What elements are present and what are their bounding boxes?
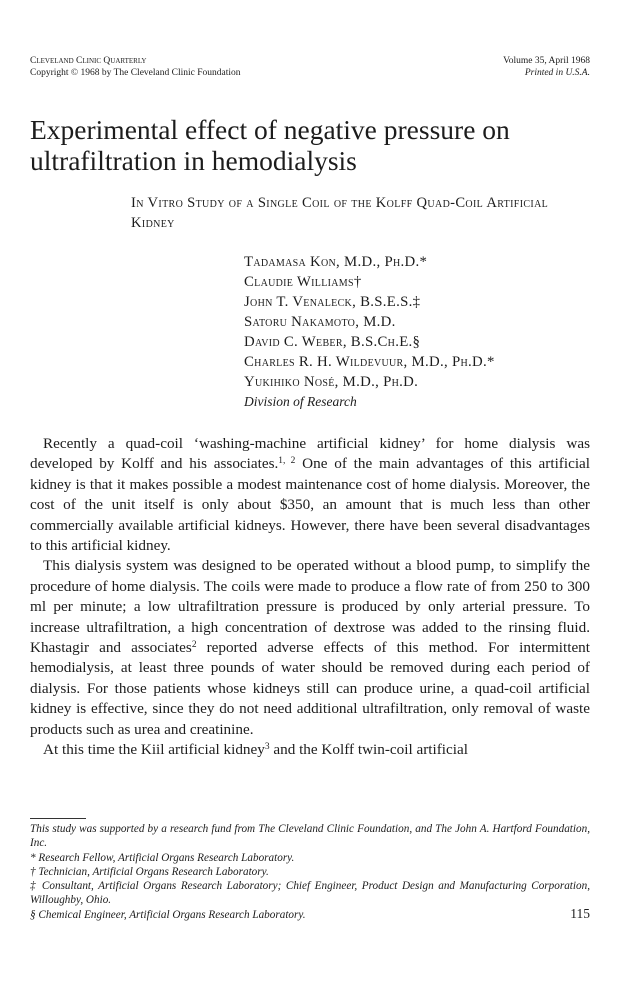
footnote: This study was supported by a research fund from The Cleveland Clinic Foundation, and The John A. Hartford Foundation, Inc. bbox=[30, 823, 590, 850]
author-line bbox=[244, 312, 594, 332]
author-line bbox=[244, 252, 594, 272]
paragraph-text: reported adverse effects of this method. For intermittent hemodialysis, at least three pounds of water should be removed during each period of dialysis. For those patients whose kidneys still can produce urine, a quad-coil artificial kidney is effective, since they do not need additional ultrafiltration, only removal of waste products such as urea and creatinine. bbox=[30, 639, 590, 738]
volume-line: Volume 35, April 1968 bbox=[503, 56, 590, 66]
author-footnote-mark: † bbox=[353, 274, 362, 290]
citation-ref: 2 bbox=[191, 639, 197, 650]
paragraph-text: Recently a quad-coil ‘washing-machine artificial kidney’ for home dialysis was developed by Kolff and his associates. bbox=[30, 435, 590, 473]
footnote: † Technician, Artificial Organs Research Laboratory. bbox=[30, 865, 269, 878]
body-paragraph bbox=[30, 556, 590, 740]
article-body bbox=[30, 434, 590, 761]
header-left bbox=[30, 55, 240, 79]
citation-ref: 1, 2 bbox=[278, 456, 296, 467]
author-footnote-mark: * bbox=[487, 354, 495, 370]
body-paragraph bbox=[30, 434, 590, 556]
footnote-divider bbox=[30, 818, 86, 819]
page-number: 115 bbox=[570, 906, 590, 921]
author-name: Claudie Williams bbox=[244, 274, 354, 290]
author-footnote-mark: ‡ bbox=[412, 294, 421, 310]
footnote: * Research Fellow, Artificial Organs Research Laboratory. bbox=[30, 851, 295, 864]
footnote: § Chemical Engineer, Artificial Organs Research Laboratory. bbox=[30, 908, 306, 921]
author-line bbox=[244, 292, 594, 312]
author-line bbox=[244, 372, 594, 392]
paragraph-text: This dialysis system was designed to be operated without a blood pump, to simplify the procedure of home dialysis. The coils were made to produce a flow rate of from 250 to 300 ml per minute; a low ultrafiltration pressure is produced by only arterial pressure. To increase ultrafiltration, a high concentration of dextrose was added to the rinsing fluid. Khastagir and associates bbox=[30, 557, 590, 657]
body-paragraph bbox=[30, 740, 590, 760]
copyright-line: Copyright © 1968 by The Cleveland Clinic Foundation bbox=[30, 68, 241, 78]
author-line bbox=[244, 352, 594, 372]
author-name: John T. Venaleck, B.S.E.S. bbox=[244, 294, 413, 310]
author-name: David C. Weber, B.S.Ch.E. bbox=[244, 334, 413, 350]
author-line bbox=[244, 332, 594, 352]
author-list bbox=[244, 252, 594, 412]
article-title: Experimental effect of negative pressure on ultrafiltration in hemodialysis bbox=[30, 114, 510, 176]
paragraph-text: At this time the Kiil artificial kidney bbox=[43, 741, 265, 759]
author-name: Charles R. H. Wildevuur, M.D., Ph.D. bbox=[244, 354, 487, 370]
footnotes bbox=[30, 822, 590, 922]
printed-line: Printed in U.S.A. bbox=[524, 68, 590, 78]
article-subtitle: In Vitro Study of a Single Coil of the Kolff Quad-Coil Artificial Kidney bbox=[131, 195, 549, 231]
author-footnote-mark: * bbox=[419, 254, 428, 270]
footnote: ‡ Consultant, Artificial Organs Research Laboratory; Chief Engineer, Product Design and Manufacturing Corporation, Willoughby, Ohio. bbox=[30, 880, 590, 907]
author-name: Yukihiko Nosé, M.D., Ph.D. bbox=[244, 374, 419, 390]
paragraph-text: and the Kolff twin-coil artificial bbox=[269, 741, 468, 759]
author-footnote-mark: § bbox=[412, 334, 421, 350]
author-line bbox=[244, 272, 594, 292]
author-name: Satoru Nakamoto, M.D. bbox=[244, 314, 396, 330]
citation-ref: 3 bbox=[264, 741, 270, 752]
journal-name: Cleveland Clinic Quarterly bbox=[30, 56, 147, 66]
author-name: Tadamasa Kon, M.D., Ph.D. bbox=[244, 254, 420, 270]
paragraph-text: One of the main advantages of this artificial kidney is that it makes possible a modest maintenance cost of home dialysis. Moreover, the cost of the unit itself is only about $350, an amount that is much less than other commercially available artificial kidneys. However, there have been several disadvantages to this artificial kidney. bbox=[30, 455, 590, 555]
division-label: Division of Research bbox=[244, 394, 357, 409]
header-right bbox=[503, 55, 590, 79]
